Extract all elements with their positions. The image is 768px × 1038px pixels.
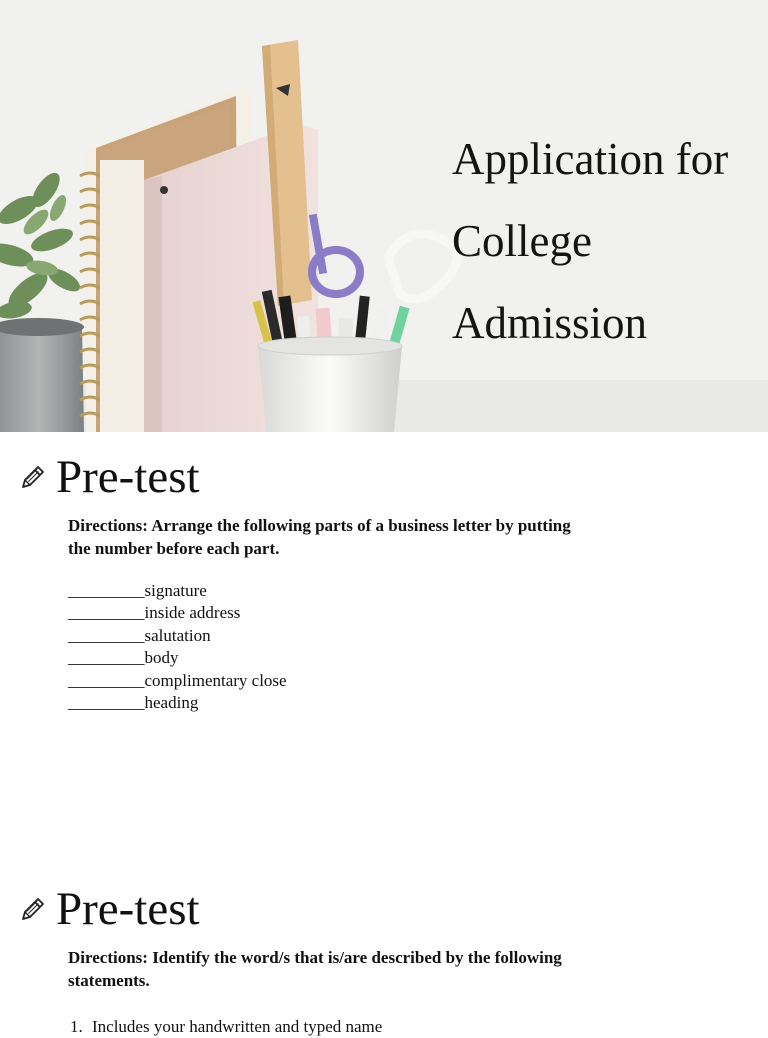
numbered-list [70, 1016, 383, 1038]
slide-title: Pre-test [56, 883, 200, 935]
slide-header [18, 882, 200, 936]
answer-blank: _________ [68, 625, 145, 645]
answer-blank: _________ [68, 603, 145, 623]
item-label: salutation [144, 625, 211, 645]
pencil-icon [18, 462, 48, 492]
title-slide [0, 0, 768, 432]
list-item [68, 602, 287, 624]
answer-blank: _________ [68, 648, 145, 668]
list-item [68, 647, 287, 669]
item-number: 1. [70, 1017, 83, 1036]
list-item [68, 692, 287, 714]
title-line: College [452, 216, 592, 266]
item-label: heading [144, 693, 199, 713]
title-line: Admission [452, 298, 648, 348]
slide-title: Pre-test [56, 451, 200, 503]
answer-blank: _________ [68, 581, 145, 600]
answer-blank: _________ [68, 670, 145, 690]
pretest-slide-1 [0, 432, 768, 864]
directions-text: Directions: Identify the word/s that is/are described by the following statements. [68, 948, 562, 990]
list-item [68, 625, 287, 647]
item-label: body [144, 648, 179, 668]
letter-parts-list [68, 580, 287, 714]
directions-text: Directions: Arrange the following parts of a business letter by putting the number before each part. [68, 516, 571, 558]
slide-header [18, 450, 200, 504]
pretest-slide-2 [0, 864, 768, 1036]
item-label: signature [144, 581, 207, 600]
list-item [68, 670, 287, 692]
title-line: Application for [452, 134, 729, 184]
answer-blank: _________ [68, 693, 145, 713]
pencil-icon [18, 894, 48, 924]
item-text: Includes your handwritten and typed name [92, 1017, 383, 1036]
item-label: inside address [144, 603, 241, 623]
item-label: complimentary close [144, 670, 287, 690]
list-item [68, 580, 287, 602]
presentation-title [452, 118, 762, 364]
